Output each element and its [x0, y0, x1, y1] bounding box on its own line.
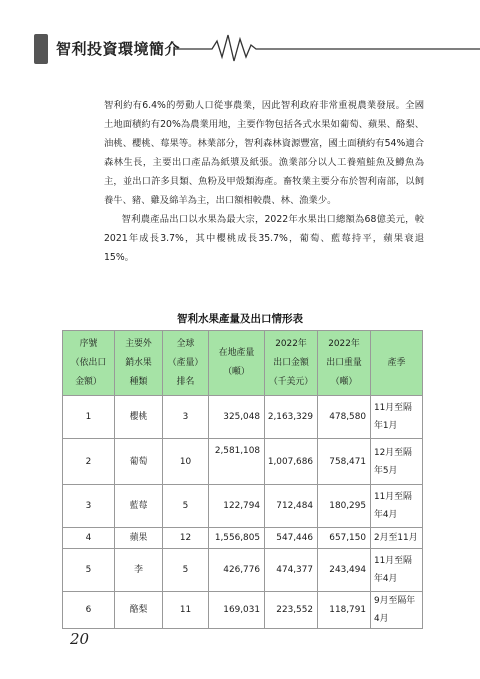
table-row [63, 439, 423, 485]
header-season: 產季 [371, 331, 423, 396]
table-row [63, 549, 423, 592]
cell-season: 11月至隔年1月 [371, 396, 423, 439]
cell-fruit: 櫻桃 [115, 396, 163, 439]
table-row [63, 528, 423, 549]
header-rank: 序號 （依出口 金額） [63, 331, 115, 396]
cell-export-value: 474,377 [265, 549, 318, 592]
cell-production: 122,794 [209, 485, 265, 528]
table-header-row [63, 331, 423, 396]
cell-rank: 6 [63, 592, 115, 629]
header-title: 智利投資環境簡介 [56, 40, 181, 58]
page-number: 20 [70, 630, 90, 648]
cell-fruit: 酪梨 [115, 592, 163, 629]
body-text [104, 96, 424, 267]
table-row [63, 485, 423, 528]
cell-rank: 2 [63, 439, 115, 485]
cell-world-rank: 11 [163, 592, 209, 629]
cell-rank: 5 [63, 549, 115, 592]
cell-world-rank: 3 [163, 396, 209, 439]
header-export-value: 2022年 出口金額 （千美元） [265, 331, 318, 396]
cell-export-value: 712,484 [265, 485, 318, 528]
cell-export-value: 223,552 [265, 592, 318, 629]
cell-world-rank: 12 [163, 528, 209, 549]
page-header [0, 0, 480, 70]
cell-fruit: 李 [115, 549, 163, 592]
cell-production: 426,776 [209, 549, 265, 592]
cell-season: 12月至隔年5月 [371, 439, 423, 485]
cell-season: 2月至11月 [371, 528, 423, 549]
cell-export-volume: 243,494 [318, 549, 371, 592]
cell-production: 169,031 [209, 592, 265, 629]
cell-rank: 4 [63, 528, 115, 549]
table-row [63, 592, 423, 629]
cell-fruit: 藍莓 [115, 485, 163, 528]
cell-production: 325,048 [209, 396, 265, 439]
cell-season: 11月至隔年4月 [371, 485, 423, 528]
header-fruit: 主要外 銷水果 種類 [115, 331, 163, 396]
cell-export-volume: 657,150 [318, 528, 371, 549]
cell-world-rank: 5 [163, 549, 209, 592]
cell-export-value: 547,446 [265, 528, 318, 549]
cell-production: 1,556,805 [209, 528, 265, 549]
cell-export-volume: 758,471 [318, 439, 371, 485]
cell-export-value: 2,163,329 [265, 396, 318, 439]
cell-export-volume: 180,295 [318, 485, 371, 528]
cell-rank: 3 [63, 485, 115, 528]
cell-season: 9月至隔年4月 [371, 592, 423, 629]
cell-season: 11月至隔年4月 [371, 549, 423, 592]
cell-production: 2,581,108 [209, 439, 265, 485]
table-row [63, 396, 423, 439]
cell-export-value: 1,007,686 [265, 439, 318, 485]
cell-fruit: 蘋果 [115, 528, 163, 549]
fruit-export-table [62, 330, 423, 629]
cell-world-rank: 5 [163, 485, 209, 528]
cell-rank: 1 [63, 396, 115, 439]
paragraph-agriculture: 智利約有6.4%的勞動人口從事農業，因此智利政府非常重視農業發展。全國土地面積約有20%為農業用地，主要作物包括各式水果如葡萄、蘋果、酪梨、油桃、櫻桃、莓果等。林業部分，智利森林資源豐富，國土面積約有54%適合森林生長，主要出口產品為紙漿及紙張。漁業部分以人工養殖鮭魚及鱒魚為主，並出口許多貝類、魚粉及甲殼類海產。畜牧業主要分布於智利南部，以飼養牛、豬、雞及綿羊為主，出口額相較農、林、漁業少。 [104, 100, 424, 206]
header-production: 在地產量 （噸） [209, 331, 265, 396]
cell-export-volume: 478,580 [318, 396, 371, 439]
table-caption: 智利水果產量及出口情形表 [177, 313, 303, 325]
header-export-volume: 2022年 出口重量 （噸） [318, 331, 371, 396]
cell-fruit: 葡萄 [115, 439, 163, 485]
heartbeat-line-icon [0, 30, 480, 64]
cell-world-rank: 10 [163, 439, 209, 485]
cell-export-volume: 118,791 [318, 592, 371, 629]
header-world-rank: 全球 （產量） 排名 [163, 331, 209, 396]
paragraph-fruit-exports: 智利農產品出口以水果為最大宗，2022年水果出口總額為68億美元，較2021年成長3.7%，其中櫻桃成長35.7%，葡萄、藍莓持平，蘋果衰退15%。 [104, 214, 424, 263]
